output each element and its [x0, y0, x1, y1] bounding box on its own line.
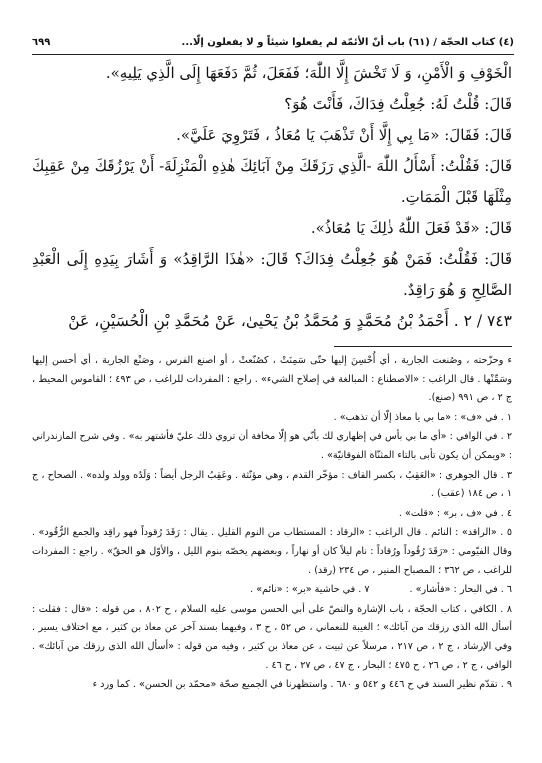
text-line: قَالَ: فَقَالَ: «مَا بِي إِلَّا أَنْ تَذْهَبَ يَا مُعَاذُ ، فَتَرْوِيَ عَلَيَّ».: [176, 126, 512, 144]
footnote: ٥ . «الراقد» : النائم . قال الراغب : «الرقاد : المستطاب من النوم القليل . يقال : رَقَدَ رُقوداً فهو راقِد والجمع الرُّقُود» . وقال الفيّومي : «رَقَدَ رُقُوداً ورُقاداً : نام ليلاً كان أو نهاراً ، وبعضهم يخصّه بنوم الليل ، والأوّل هو الحقّ» . راجع : المفردات للراغب ، ص ٣٦٢ ؛ المصباح المنير ، ص ٢٣٤ (رقد) .: [32, 527, 512, 576]
footnote: ٨ . الكافي ، كتاب الحجّة ، باب الإشارة والنصّ على أبي الحسن موسى عليه السلام ، ح ٨٠٢ ، من قوله : «قال : فقلت : أسأل الله الذي رزقك من آبائك» ؛ الغيبة للنعماني ، ص ٥٢ ، ح ٣ ، وفيهما بسند آخر عن معاذ بن كثير ، مع اختلاف يسير . وفي الإرشاد ، ج ٢ ، ص ٢١٧ ، مرسلاً عن ثبيت ، عن معاذ بن كثير ، وفيه من قوله : «أسأل الله الذي رزقك من آبائك» . الوافي ، ج ٢ ، ص ٢٦ ، ح ٤٧٥ ؛ البحار ، ج ٤٧ ، ص ٢٧ ، ح ٤٦ .: [32, 603, 512, 671]
header-rule: [32, 54, 514, 55]
text-line: قَالَ: «قَدْ فَعَلَ اللّٰهُ ذٰلِكَ يَا مُعَاذُ».: [310, 219, 512, 237]
footnote: ١ . في «ف» : «ما بي يا معاذ إلّا أن تذهب» .: [333, 411, 512, 423]
running-header: [32, 32, 514, 52]
footnote-rule: [334, 346, 512, 347]
footnote-pair: [32, 581, 512, 600]
footnote: ٤ . في «ف ، بر» : «قلت» .: [398, 507, 512, 519]
footnote: ٩ . تقدّم نظير السند في ح ٤٤٦ و ٥٤٢ و ٦٨٠ . واستظهرنا في الجميع صحّة «محمّد بن الحسن» . كما ورد ء: [92, 679, 512, 691]
hadith-start: ٧٤٣ / ٢ . أَحْمَدُ بْنُ مُحَمَّدٍ وَ مُحَمَّدُ بْنُ يَحْيىٰ، عَنْ مُحَمَّدِ بْنِ الْحُسَيْنِ، عَنْ: [68, 312, 512, 330]
footnote: ٣ . قال الجوهري : «العَقِبُ ، بكسر القاف : مؤخّر القدم ، وهي مؤنّثة . وعَقِبُ الرجل أيضاً : وَلَدُه وولد ولده» . الصحاح ، ج ١ ، ص ١٨٤ (عقب) .: [32, 469, 512, 500]
footnote: ٦ . في البحار : «فأشار» .: [409, 584, 512, 596]
footnote: ٧ . في حاشية «بر» : «نائم» .: [250, 584, 370, 596]
text-line: قَالَ: قُلْتُ لَهُ: جُعِلْتُ فِدَاكَ، فَأَنْتَ هُوَ؟: [284, 95, 512, 113]
page-number: ٦٩٩: [32, 36, 51, 48]
footnotes: [32, 352, 512, 696]
main-text: [32, 58, 512, 337]
chapter-title: (٤) كتاب الحجّة / (٦١) باب أنّ الأئمّة لم يفعلوا شيئاً و لا يفعلون إلّا...: [181, 36, 514, 48]
text-line: قَالَ: فَقُلْتُ: أَسْأَلُ اللّٰهَ -الَّذِي رَزَقَكَ مِنْ آبَائِكَ هٰذِهِ الْمَنْزِلَةَ- أَنْ يَرْزُقَكَ مِنْ عَقِبِكَ مِثْلَهَا قَبْلَ الْمَمَاتِ.: [32, 157, 512, 206]
text-line: الْخَوْفِ وَ الْأَمْنِ، وَ لَا تَخْشَ إِلَّا اللّٰهَ؛ فَفَعَلَ، ثُمَّ دَفَعَهَا إِلَى الَّذِي يَلِيهِ».: [105, 64, 512, 82]
text-line: قَالَ: فَقُلْتُ: فَمَنْ هُوَ جُعِلْتُ فِدَاكَ؟ قَالَ: «هٰذَا الرَّاقِدُ» وَ أَشَارَ بِيَدِهِ إِلَى الْعَبْدِ الصَّالِحِ وَ هُوَ رَاقِدٌ.: [32, 250, 512, 299]
footnote: ٢ . في الوافي : «أي ما بي بأس في إظهاري لك بأنّي هو إلّا مخافة أن تروي ذلك عليّ فأشتهر به» . وفي شرح المازندراني : «ويمكن أن يكون تأبى بالتاء المثنّاة الفوقانيّة» .: [32, 431, 512, 461]
footnote: ء وحزّحته ، وصُنعت الجارية ، أي أُحْسِنَ إليها حتّى سَمِنَتْ ، كصُنّعتْ ، أو اصنع الفرس ، وصَنْع الجارية ، أي أحسن إليها وسَمِّنْها . قال الراغب : «الاصطناع : المبالغة في إصلاح الشيء» . راجع : المفردات للراغب ، ص ٤٩٣ ؛ القاموس المحيط ، ج ٢ ، ص ٩٩١ (صنع).: [32, 355, 512, 404]
